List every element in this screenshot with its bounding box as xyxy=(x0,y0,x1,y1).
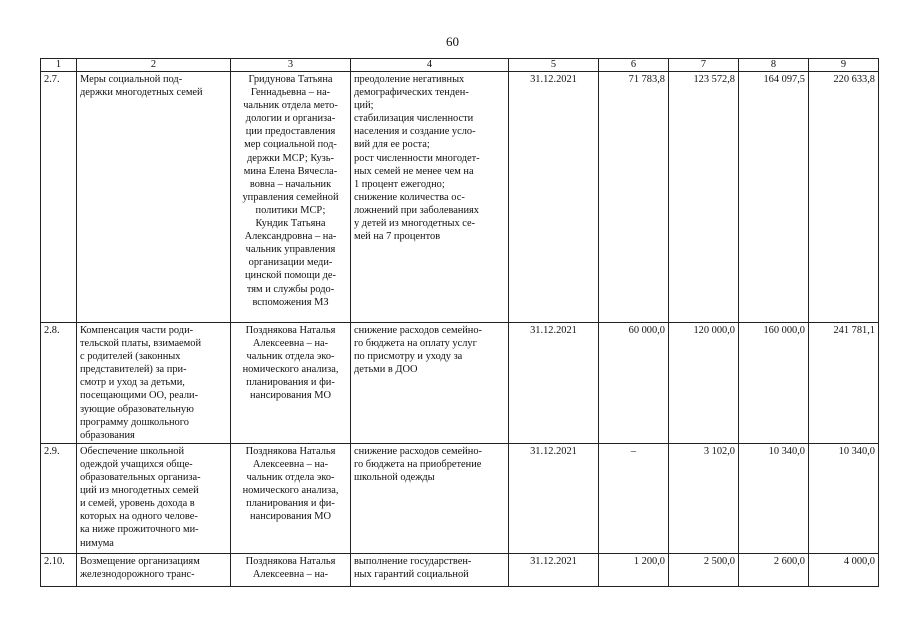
responsible-line: Позднякова Наталья xyxy=(245,325,336,336)
result-line: рост численности многодет- xyxy=(354,152,480,164)
measure-name-cell xyxy=(77,443,231,553)
header-cell-3: 3 xyxy=(231,59,351,72)
result-line: детьми в ДОО xyxy=(354,364,418,376)
responsible-line: ции предоставления xyxy=(245,126,336,138)
result-line: населения и создание усло- xyxy=(354,126,476,138)
result-line: выполнение государствен- xyxy=(354,555,472,567)
responsible-line: чальник отдела мето- xyxy=(243,100,338,112)
value-cell-6: – xyxy=(599,443,669,553)
responsible-line: Алексеевна – на- xyxy=(252,338,329,350)
responsible-line: чальник отдела эко- xyxy=(246,472,335,484)
name-line: смотр и уход за детьми, xyxy=(80,377,185,389)
responsible-cell xyxy=(231,323,351,444)
responsible-line: Позднякова Наталья xyxy=(245,555,336,567)
responsible-line: номического анализа, xyxy=(242,364,339,376)
deadline-cell: 31.12.2021 xyxy=(509,443,599,553)
name-line: держки многодетных семей xyxy=(80,87,203,99)
deadline-cell: 31.12.2021 xyxy=(509,323,599,444)
responsible-line: мина Елена Вячесла- xyxy=(243,165,338,177)
responsible-line: дологии и организа- xyxy=(245,113,336,125)
result-line: ций; xyxy=(354,100,374,112)
name-line: с родителей (законных xyxy=(80,351,181,363)
header-row xyxy=(41,59,879,72)
name-line: представителей) за при- xyxy=(80,364,187,376)
row-number-cell: 2.9. xyxy=(41,443,77,553)
result-line: демографических тенден- xyxy=(354,87,469,99)
result-line: школьной одежды xyxy=(354,472,435,484)
result-line: у детей из многодетных се- xyxy=(354,218,476,230)
table-row xyxy=(41,323,879,444)
name-line: Меры социальной под- xyxy=(80,74,183,85)
responsible-line: Алексеевна – на- xyxy=(252,458,329,470)
result-line: мей на 7 процентов xyxy=(354,231,441,243)
name-line: ка ниже прожиточного ми- xyxy=(80,524,199,536)
deadline-cell: 31.12.2021 xyxy=(509,72,599,323)
header-cell-8: 8 xyxy=(739,59,809,72)
name-line: Возмещение организациям xyxy=(80,555,200,567)
table-row xyxy=(41,443,879,553)
plan-table xyxy=(40,58,879,587)
row-number-cell: 2.8. xyxy=(41,323,77,444)
responsible-line: вовна – начальник xyxy=(249,178,332,190)
result-line: ных гарантий социальной xyxy=(354,568,469,580)
header-cell-6: 6 xyxy=(599,59,669,72)
result-line: снижение расходов семейно- xyxy=(354,445,482,457)
responsible-line: мер социальной под- xyxy=(244,139,337,151)
result-line: преодоление негативных xyxy=(354,74,465,85)
value-cell-8: 10 340,0 xyxy=(739,443,809,553)
responsible-line: номического анализа, xyxy=(242,485,339,497)
header-cell-5: 5 xyxy=(509,59,599,72)
row-number-cell: 2.10. xyxy=(41,553,77,586)
responsible-line: нансирования МО xyxy=(250,511,331,523)
responsible-cell xyxy=(231,443,351,553)
value-cell-9: 10 340,0 xyxy=(809,443,879,553)
value-cell-9: 4 000,0 xyxy=(809,553,879,586)
name-line: посещающими ОО, реали- xyxy=(80,390,199,402)
name-line: одеждой учащихся обще- xyxy=(80,458,193,470)
responsible-line: держки МСР; Кузь- xyxy=(247,152,334,164)
result-line: стабилизация численности xyxy=(354,113,474,125)
name-line: зующие образовательную xyxy=(80,403,194,415)
header-cell-9: 9 xyxy=(809,59,879,72)
responsible-line: чальник отдела эко- xyxy=(246,351,335,363)
deadline-cell: 31.12.2021 xyxy=(509,553,599,586)
name-line: тельской платы, взимаемой xyxy=(80,338,201,350)
responsible-line: тям и службы родо- xyxy=(246,283,335,295)
responsible-line: Александровна – на- xyxy=(244,231,337,243)
table-row xyxy=(41,553,879,586)
measure-name-cell xyxy=(77,323,231,444)
responsible-line: планирования и фи- xyxy=(246,498,335,510)
responsible-cell xyxy=(231,72,351,323)
name-line: образования xyxy=(80,429,135,441)
name-line: Обеспечение школьной xyxy=(80,445,185,457)
responsible-cell xyxy=(231,553,351,586)
responsible-line: управления семейной xyxy=(242,191,339,203)
value-cell-6: 1 200,0 xyxy=(599,553,669,586)
result-line: вий для ее роста; xyxy=(354,139,430,151)
responsible-line: нансирования МО xyxy=(250,390,331,402)
responsible-line: организации меди- xyxy=(248,257,333,269)
header-cell-4: 4 xyxy=(351,59,509,72)
expected-result-cell xyxy=(351,323,509,444)
name-line: нимума xyxy=(80,537,114,549)
responsible-line: Геннадьевна – на- xyxy=(250,87,331,99)
name-line: которых на одного челове- xyxy=(80,511,198,523)
value-cell-7: 2 500,0 xyxy=(669,553,739,586)
name-line: ций из многодетных семей xyxy=(80,485,199,497)
name-line: программу дошкольного xyxy=(80,416,189,428)
value-cell-8: 2 600,0 xyxy=(739,553,809,586)
name-line: и семей, уровень дохода в xyxy=(80,498,195,510)
responsible-line: чальник управления xyxy=(245,244,336,256)
value-cell-6: 60 000,0 xyxy=(599,323,669,444)
name-line: образовательных организа- xyxy=(80,472,201,484)
value-cell-7: 3 102,0 xyxy=(669,443,739,553)
result-line: снижение количества ос- xyxy=(354,191,465,203)
responsible-line: Кундик Татьяна xyxy=(255,218,326,230)
header-cell-1: 1 xyxy=(41,59,77,72)
measure-name-cell xyxy=(77,553,231,586)
result-line: 1 процент ежегодно; xyxy=(354,178,445,190)
result-line: ных семей не менее чем на xyxy=(354,165,474,177)
row-number-cell: 2.7. xyxy=(41,72,77,323)
name-line: Компенсация части роди- xyxy=(80,325,194,336)
responsible-line: политики МСР; xyxy=(255,204,326,216)
value-cell-6: 71 783,8 xyxy=(599,72,669,323)
expected-result-cell xyxy=(351,553,509,586)
name-line: железнодорожного транс- xyxy=(80,568,195,580)
value-cell-9: 241 781,1 xyxy=(809,323,879,444)
page-number: 60 xyxy=(446,34,459,49)
header-cell-7: 7 xyxy=(669,59,739,72)
table-row xyxy=(41,72,879,323)
header-cell-2: 2 xyxy=(77,59,231,72)
result-line: ложнений при заболеваниях xyxy=(354,204,480,216)
value-cell-7: 123 572,8 xyxy=(669,72,739,323)
responsible-line: Алексеевна – на- xyxy=(252,568,329,580)
expected-result-cell xyxy=(351,443,509,553)
result-line: снижение расходов семейно- xyxy=(354,325,482,336)
responsible-line: Позднякова Наталья xyxy=(245,445,336,457)
value-cell-8: 160 000,0 xyxy=(739,323,809,444)
result-line: по присмотру и уходу за xyxy=(354,351,463,363)
measure-name-cell xyxy=(77,72,231,323)
value-cell-8: 164 097,5 xyxy=(739,72,809,323)
responsible-line: вспоможения МЗ xyxy=(252,296,329,308)
value-cell-9: 220 633,8 xyxy=(809,72,879,323)
responsible-line: Гридунова Татьяна xyxy=(248,74,333,85)
expected-result-cell xyxy=(351,72,509,323)
value-cell-7: 120 000,0 xyxy=(669,323,739,444)
responsible-line: цинской помощи де- xyxy=(244,270,336,282)
result-line: го бюджета на приобретение xyxy=(354,458,482,470)
responsible-line: планирования и фи- xyxy=(246,377,335,389)
result-line: го бюджета на оплату услуг xyxy=(354,338,477,350)
